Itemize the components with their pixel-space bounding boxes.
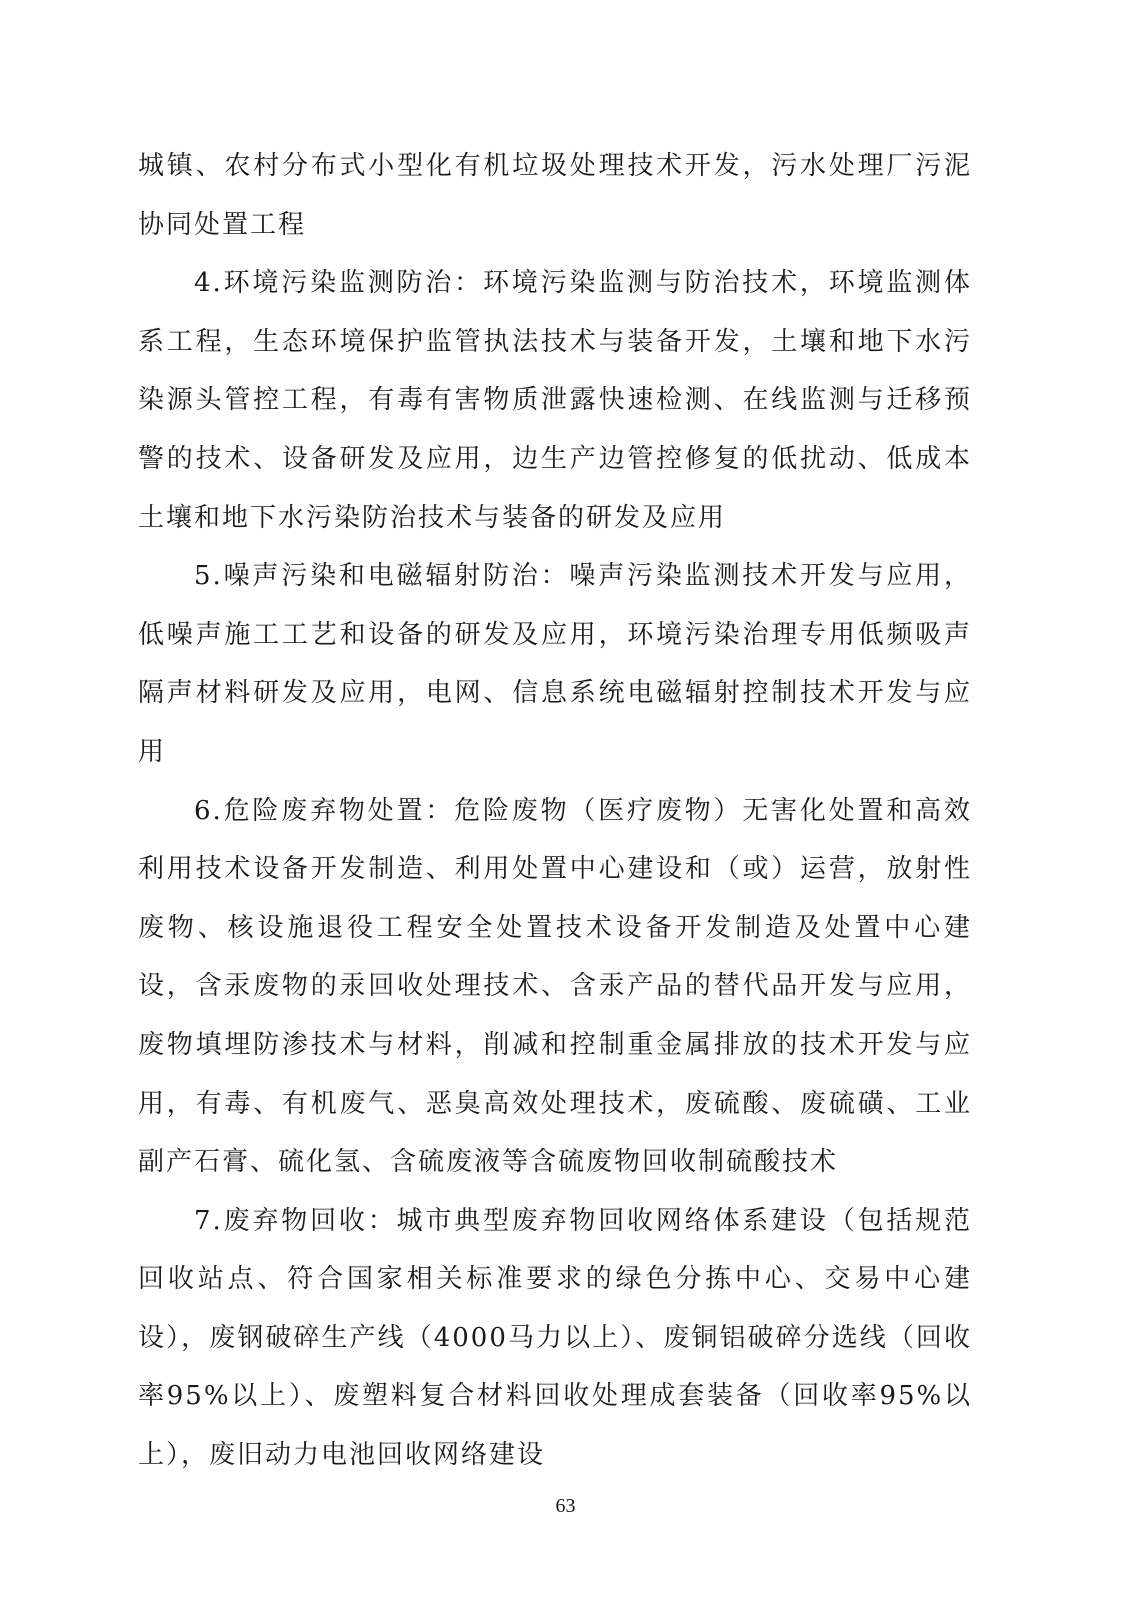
paragraph-4-environmental-monitoring: 4.环境污染监测防治：环境污染监测与防治技术，环境监测体系工程，生态环境保护监管执法技术与装备开发，土壤和地下水污染源头管控工程，有毒有害物质泄露快速检测、在线监测与迁移预警的技术、设备研发及应用，边生产边管控修复的低扰动、低成本土壤和地下水污染防治技术与装备的研发及应用: [138, 268, 972, 533]
paragraph-6-hazardous-waste: 6.危险废弃物处置：危险废物（医疗废物）无害化处置和高效利用技术设备开发制造、利用处置中心建设和（或）运营，放射性废物、核设施退役工程安全处置技术设备开发制造及处置中心建设，含汞废物的汞回收处理技术、含汞产品的替代品开发与应用，废物填埋防渗技术与材料，削减和控制重金属排放的技术开发与应用，有毒、有机废气、恶臭高效处理技术，废硫酸、废硫磺、工业副产石膏、硫化氢、含硫废液等含硫废物回收制硫酸技术: [138, 795, 972, 1178]
document-body: [138, 137, 972, 1485]
paragraph-continued: 城镇、农村分布式小型化有机垃圾处理技术开发，污水处理厂污泥协同处置工程: [138, 151, 972, 240]
paragraph-5-noise-radiation: 5.噪声污染和电磁辐射防治：噪声污染监测技术开发与应用，低噪声施工工艺和设备的研发及应用，环境污染治理专用低频吸声隔声材料研发及应用，电网、信息系统电磁辐射控制技术开发与应用: [138, 561, 972, 767]
page-number: 63: [555, 1495, 576, 1517]
paragraph-7-waste-recycling: 7.废弃物回收：城市典型废弃物回收网络体系建设（包括规范回收站点、符合国家相关标准要求的绿色分拣中心、交易中心建设），废钢破碎生产线（4000马力以上）、废铜铝破碎分选线（回收率95%以上）、废塑料复合材料回收处理成套装备（回收率95%以上），废旧动力电池回收网络建设: [138, 1205, 972, 1471]
